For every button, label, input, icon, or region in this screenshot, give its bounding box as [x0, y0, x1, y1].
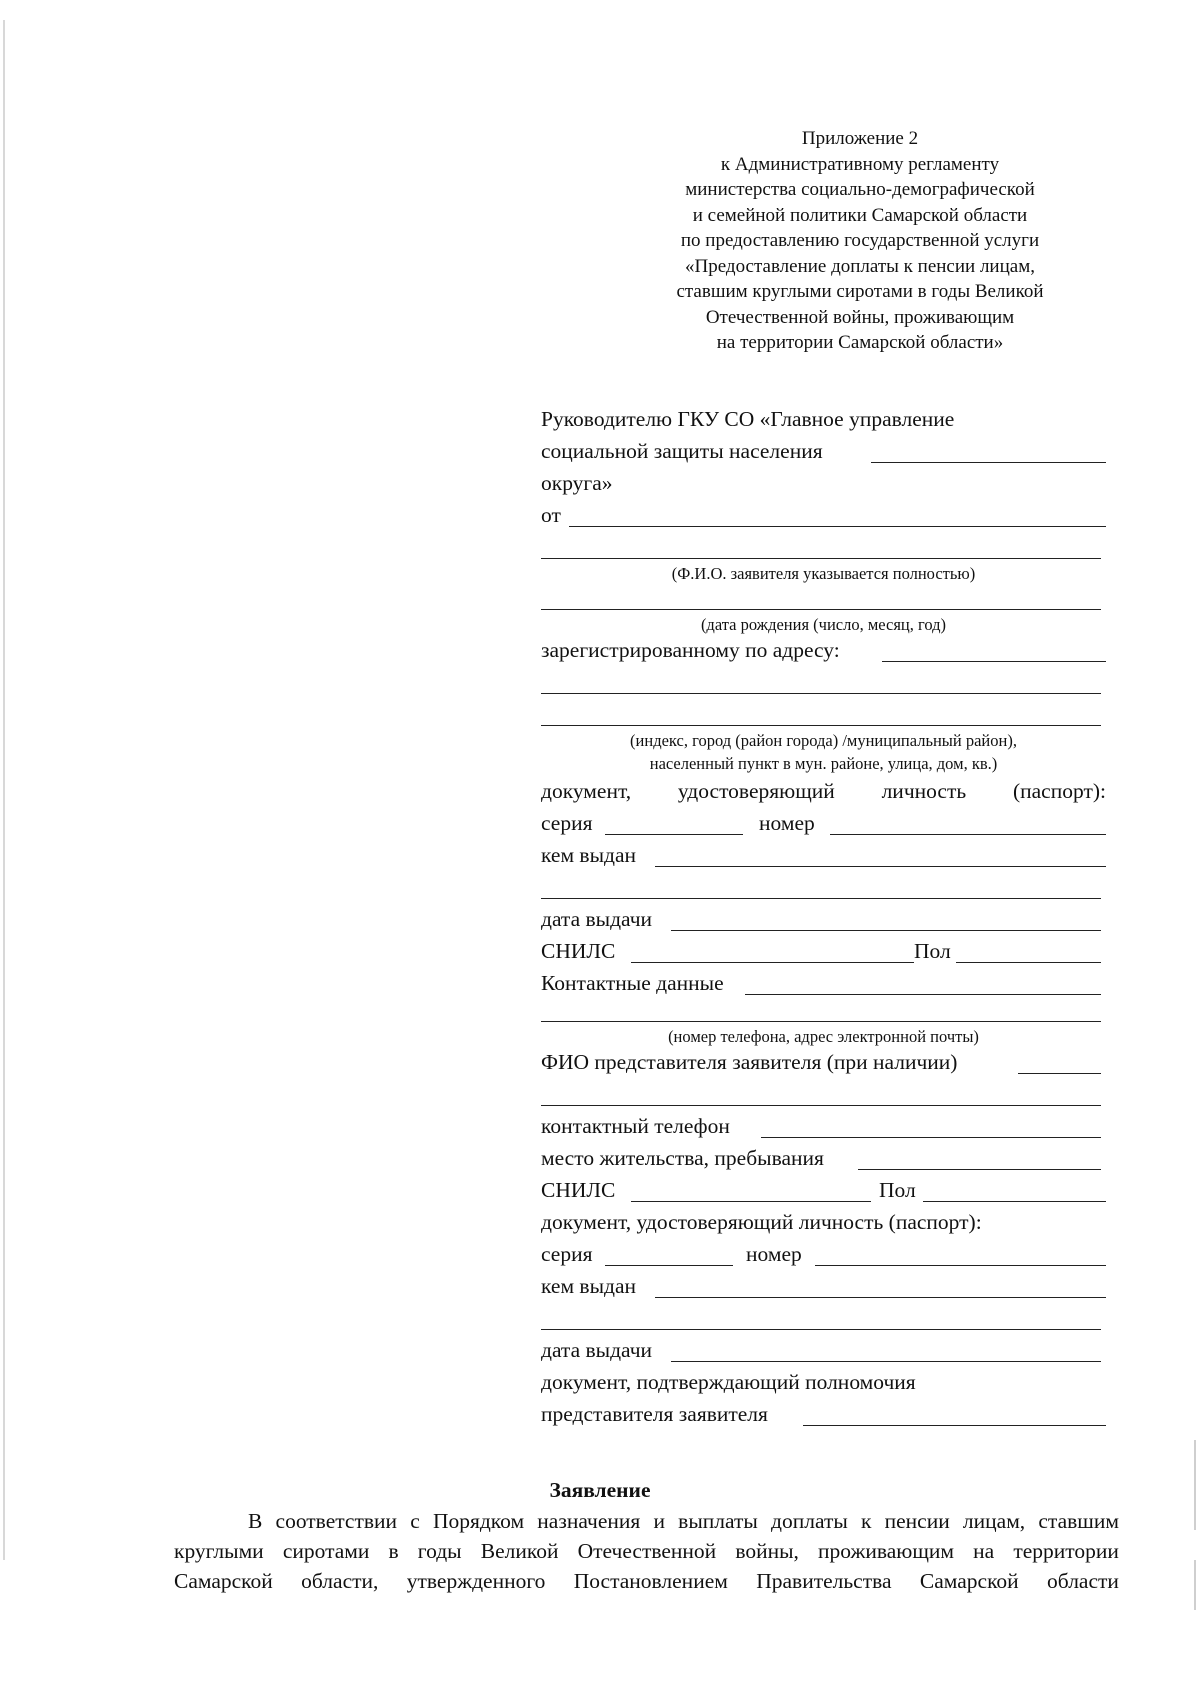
rep-issue-date-label: дата выдачи [541, 1337, 653, 1362]
appendix-line: и семейной политики Самарской области [692, 204, 1028, 226]
rep-fio-row-2 [541, 1077, 1106, 1109]
rep-issued-by-field[interactable] [655, 1297, 1106, 1298]
statement-word: Самарской [919, 1569, 1019, 1593]
statement-word: Самарской [174, 1569, 273, 1593]
issue-date-label: дата выдачи [541, 906, 653, 931]
rep-phone-field[interactable] [761, 1137, 1101, 1138]
rep-fio-field[interactable] [1018, 1073, 1101, 1074]
issued-by-row-2 [541, 870, 1106, 902]
address-row-3 [541, 697, 1106, 729]
issue-date-field[interactable] [671, 930, 1101, 931]
statement-line [174, 1566, 1119, 1596]
scan-edge-right-lower [1194, 1560, 1196, 1610]
statement-word: Великой [480, 1539, 559, 1563]
contacts-field[interactable] [745, 994, 1101, 995]
statement-line [174, 1536, 1119, 1566]
statement-word: ставшим [1038, 1509, 1119, 1533]
appendix-line: «Предоставление доплаты к пенсии лицам, [685, 255, 1035, 277]
appendix-line: Приложение 2 [801, 128, 919, 149]
rep-series-label: серия [541, 1241, 593, 1266]
rep-fio-row [541, 1049, 1106, 1077]
issued-by-field[interactable] [655, 866, 1106, 867]
number-label: номер [759, 810, 815, 835]
snils-field[interactable] [631, 962, 914, 963]
addressee-line-1: Руководителю ГКУ СО «Главное управление [541, 406, 955, 431]
statement-word: Порядком [432, 1509, 525, 1533]
statement-word: Постановлением [573, 1569, 728, 1593]
statement-word: пенсии [884, 1509, 950, 1533]
appendix-line: на территории Самарской области» [716, 332, 1004, 353]
rep-issued-by-row [541, 1269, 1106, 1301]
statement-word: годы [417, 1539, 462, 1563]
statement-word: войны, [735, 1539, 799, 1563]
snils-label: СНИЛС [541, 938, 616, 963]
authority-doc-field[interactable] [803, 1425, 1106, 1426]
applicant-fio-field[interactable] [569, 526, 1106, 527]
rep-sex-label: Пол [879, 1177, 916, 1202]
address-hint-1: (индекс, город (район города) /муниципальный район), [630, 731, 1017, 750]
department-name-field[interactable] [871, 462, 1106, 463]
appendix-line: к Административному регламенту [720, 153, 1000, 175]
contacts-row [541, 966, 1106, 998]
rep-snils-row [541, 1173, 1106, 1205]
statement-word: области, [301, 1569, 379, 1593]
statement-word: с [410, 1509, 420, 1533]
sex-label: Пол [914, 938, 951, 963]
rep-residence-label: место жительства, пребывания [541, 1145, 824, 1170]
scan-edge-left [3, 20, 5, 1560]
appendix-line: ставшим круглыми сиротами в годы Великой [676, 281, 1044, 302]
contacts-field-2[interactable] [541, 1021, 1101, 1022]
statement-word: области [1047, 1569, 1119, 1593]
rep-fio-label: ФИО представителя заявителя (при наличии) [541, 1049, 958, 1074]
statement-word: территории [1013, 1539, 1119, 1563]
sex-field[interactable] [956, 962, 1101, 963]
birth-date-row [541, 586, 1106, 613]
rep-issue-date-field[interactable] [671, 1361, 1101, 1362]
appendix-header [620, 126, 1100, 356]
address-field-3[interactable] [541, 725, 1101, 726]
id-doc-row [541, 775, 1106, 806]
contacts-hint: (номер телефона, адрес электронной почты) [668, 1027, 979, 1046]
issued-by-field-2[interactable] [541, 898, 1101, 899]
issue-date-row [541, 902, 1106, 934]
statement-word: В [248, 1509, 263, 1533]
birth-date-hint: (дата рождения (число, месяц, год) [700, 615, 947, 634]
rep-phone-row [541, 1109, 1106, 1141]
appendix-line: министерства социально-демографической [685, 179, 1035, 200]
snils-row [541, 934, 1106, 966]
rep-issued-by-field-2[interactable] [541, 1329, 1101, 1330]
from-row [541, 498, 1106, 530]
rep-residence-row [541, 1141, 1106, 1173]
rep-issue-date-row [541, 1333, 1106, 1365]
passport-series-row [541, 806, 1106, 838]
statement-word: соответствии [275, 1509, 398, 1533]
rep-id-doc-row [541, 1205, 1106, 1237]
rep-series-field[interactable] [605, 1265, 733, 1266]
address-row [541, 637, 1106, 665]
statement-word: выплаты [678, 1509, 758, 1533]
passport-number-field[interactable] [830, 834, 1106, 835]
statement-word: доплаты [771, 1509, 848, 1533]
address-row-2 [541, 665, 1106, 697]
address-hint-2: населенный пункт в мун. районе, улица, дом, кв.) [649, 754, 998, 773]
statement-word: к [860, 1509, 872, 1533]
passport-series-field[interactable] [605, 834, 743, 835]
rep-sex-field[interactable] [923, 1201, 1106, 1202]
statement-body [174, 1506, 1119, 1596]
contacts-row-2 [541, 998, 1106, 1025]
statement-word: Правительства [756, 1569, 892, 1593]
fio-continuation-row [541, 530, 1106, 562]
address-label: зарегистрированному по адресу: [541, 637, 840, 662]
addressee-line-2: социальной защиты населения [541, 438, 823, 463]
statement-word: назначения [537, 1509, 641, 1533]
addressee-line-3: округа» [541, 470, 613, 495]
birth-date-field[interactable] [541, 609, 1101, 610]
rep-phone-label: контактный телефон [541, 1113, 730, 1138]
rep-series-row [541, 1237, 1106, 1269]
from-label: от [541, 502, 561, 527]
rep-issued-by-row-2 [541, 1301, 1106, 1333]
statement-word: Отечественной [577, 1539, 717, 1563]
addressee-row-1 [541, 402, 1106, 434]
rep-snils-label: СНИЛС [541, 1177, 616, 1202]
series-label: серия [541, 810, 593, 835]
statement-word: лицам, [962, 1509, 1026, 1533]
statement-title: Заявление [549, 1478, 651, 1502]
applicant-fio-field-2[interactable] [541, 558, 1101, 559]
statement-word: на [973, 1539, 995, 1563]
rep-snils-field[interactable] [631, 1201, 871, 1202]
statement-word: утвержденного [406, 1569, 546, 1593]
rep-fio-field-2[interactable] [541, 1105, 1101, 1106]
authority-doc-label-1: документ, подтверждающий полномочия [541, 1369, 916, 1394]
contacts-label: Контактные данные [541, 970, 724, 995]
rep-issued-by-label: кем выдан [541, 1273, 637, 1298]
address-field[interactable] [882, 661, 1106, 662]
rep-residence-field[interactable] [858, 1169, 1101, 1170]
authority-doc-row-2 [541, 1397, 1106, 1429]
statement-word: и [653, 1509, 665, 1533]
issued-by-row [541, 838, 1106, 870]
statement-word: в [388, 1539, 399, 1563]
issued-by-label: кем выдан [541, 842, 637, 867]
authority-doc-row-1 [541, 1365, 1106, 1397]
application-form-header [541, 402, 1106, 1429]
fio-hint: (Ф.И.О. заявителя указывается полностью) [671, 564, 976, 583]
rep-id-doc-label: документ, удостоверяющий личность (паспорт): [541, 1209, 982, 1234]
authority-doc-label-2: представителя заявителя [541, 1401, 768, 1426]
rep-number-field[interactable] [815, 1265, 1106, 1266]
rep-number-label: номер [746, 1241, 802, 1266]
addressee-row-3 [541, 466, 1106, 498]
addressee-row-2 [541, 434, 1106, 466]
statement-word: сиротами [282, 1539, 370, 1563]
appendix-line: по предоставлению государственной услуги [680, 230, 1040, 251]
appendix-line: Отечественной войны, проживающим [705, 306, 1015, 328]
statement-line [174, 1506, 1119, 1536]
statement-word: проживающим [818, 1539, 955, 1563]
address-field-2[interactable] [541, 693, 1101, 694]
statement-word: круглыми [174, 1539, 264, 1563]
id-doc-label: документ, удостоверяющий личность (паспорт): [541, 778, 1106, 803]
